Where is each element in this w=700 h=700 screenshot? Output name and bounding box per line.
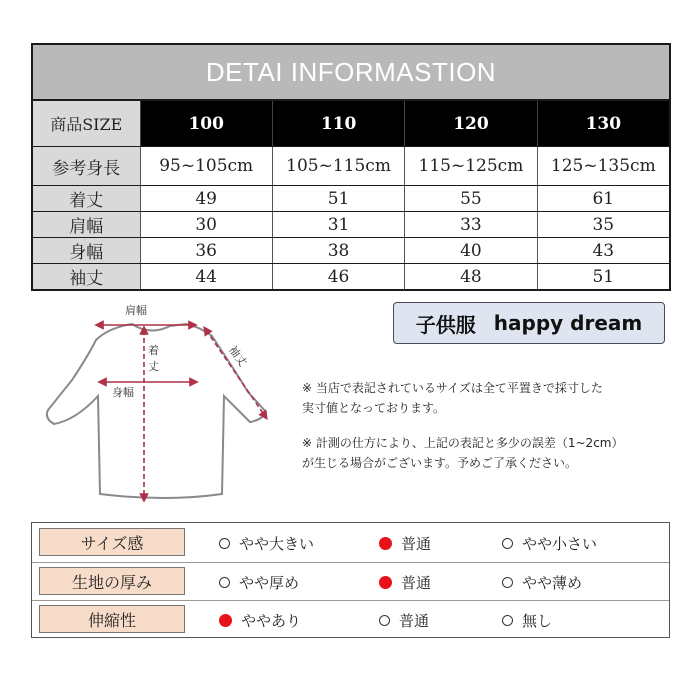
note-measurement <box>302 378 692 418</box>
option-text: やや厚め <box>239 574 300 592</box>
rating-box <box>31 522 670 638</box>
rating-option-selected <box>379 533 431 554</box>
rating-option <box>379 610 429 631</box>
note-line: ※ 計測の仕方により、上記の表記と多少の誤差（1~2cm） <box>302 436 624 450</box>
empty-circle-icon <box>219 577 230 588</box>
table-cell: 38 <box>272 238 404 263</box>
table-row <box>33 263 669 289</box>
sleeve-label: 袖丈 <box>226 343 250 369</box>
badge-right-text: happy dream <box>493 311 643 335</box>
table-cell: 105~115cm <box>272 147 404 185</box>
table-cell: 36 <box>140 238 272 263</box>
rating-option <box>502 610 552 631</box>
filled-circle-icon <box>379 537 392 550</box>
badge-left-text: 子供服 <box>415 312 476 337</box>
table-cell: 35 <box>537 212 669 237</box>
garment-measurement-diagram <box>36 296 286 506</box>
table-cell: 30 <box>140 212 272 237</box>
size-label-cell: 商品SIZE <box>33 101 140 146</box>
table-title: DETAI INFORMASTION <box>33 45 669 99</box>
size-header-cell: 130 <box>537 101 669 146</box>
empty-circle-icon <box>502 577 513 588</box>
table-cell: 40 <box>404 238 536 263</box>
rating-option <box>502 572 582 593</box>
brand-badge <box>393 302 665 344</box>
empty-circle-icon <box>379 615 390 626</box>
table-cell: 31 <box>272 212 404 237</box>
chest-label: 身幅 <box>112 386 134 399</box>
filled-circle-icon <box>379 576 392 589</box>
table-cell: 49 <box>140 186 272 211</box>
note-line: ※ 当店で表記されているサイズは全て平置きで採寸した <box>302 381 603 395</box>
table-row <box>33 146 669 185</box>
rating-option-selected <box>379 572 431 593</box>
note-line: 実寸値となっております。 <box>302 401 446 415</box>
size-header-cell: 110 <box>272 101 404 146</box>
option-text: 普通 <box>399 612 430 630</box>
table-cell: 95~105cm <box>140 147 272 185</box>
size-table <box>31 43 671 291</box>
table-cell: 33 <box>404 212 536 237</box>
table-cell: 125~135cm <box>537 147 669 185</box>
rating-label: サイズ感 <box>39 528 185 556</box>
row-label-cell: 参考身長 <box>33 147 140 185</box>
table-cell: 44 <box>140 264 272 289</box>
empty-circle-icon <box>502 538 513 549</box>
option-text: やや小さい <box>522 535 598 553</box>
table-row <box>33 185 669 211</box>
option-text: ややあり <box>241 612 302 630</box>
table-cell: 115~125cm <box>404 147 536 185</box>
note-tolerance <box>302 433 692 473</box>
table-cell: 51 <box>272 186 404 211</box>
option-text: 普通 <box>401 535 432 553</box>
rating-label: 伸縮性 <box>39 605 185 633</box>
rating-option-selected <box>219 610 301 631</box>
row-label-cell: 着丈 <box>33 186 140 211</box>
row-label-cell: 肩幅 <box>33 212 140 237</box>
option-text: やや薄め <box>522 574 583 592</box>
rating-row-stretch <box>32 601 669 638</box>
size-header-cell: 120 <box>404 101 536 146</box>
note-line: が生じる場合がございます。予めご了承ください。 <box>302 456 578 470</box>
table-row <box>33 237 669 263</box>
row-label-cell: 身幅 <box>33 238 140 263</box>
filled-circle-icon <box>219 614 232 627</box>
table-cell: 43 <box>537 238 669 263</box>
empty-circle-icon <box>502 615 513 626</box>
table-header-row <box>33 99 669 146</box>
size-header-cell: 100 <box>140 101 272 146</box>
table-cell: 55 <box>404 186 536 211</box>
rating-option <box>219 572 299 593</box>
table-cell: 46 <box>272 264 404 289</box>
table-cell: 51 <box>537 264 669 289</box>
empty-circle-icon <box>219 538 230 549</box>
option-text: やや大きい <box>239 535 315 553</box>
table-cell: 48 <box>404 264 536 289</box>
table-row <box>33 211 669 237</box>
rating-row-thickness <box>32 563 669 600</box>
length-label-top: 着 <box>148 344 159 357</box>
rating-option <box>502 533 597 554</box>
table-cell: 61 <box>537 186 669 211</box>
length-label-bottom: 丈 <box>148 360 159 373</box>
shoulder-label: 肩幅 <box>125 304 147 317</box>
row-label-cell: 袖丈 <box>33 264 140 289</box>
option-text: 普通 <box>401 574 432 592</box>
rating-label: 生地の厚み <box>39 567 185 595</box>
option-text: 無し <box>522 612 553 630</box>
rating-row-size <box>32 524 669 561</box>
rating-option <box>219 533 314 554</box>
